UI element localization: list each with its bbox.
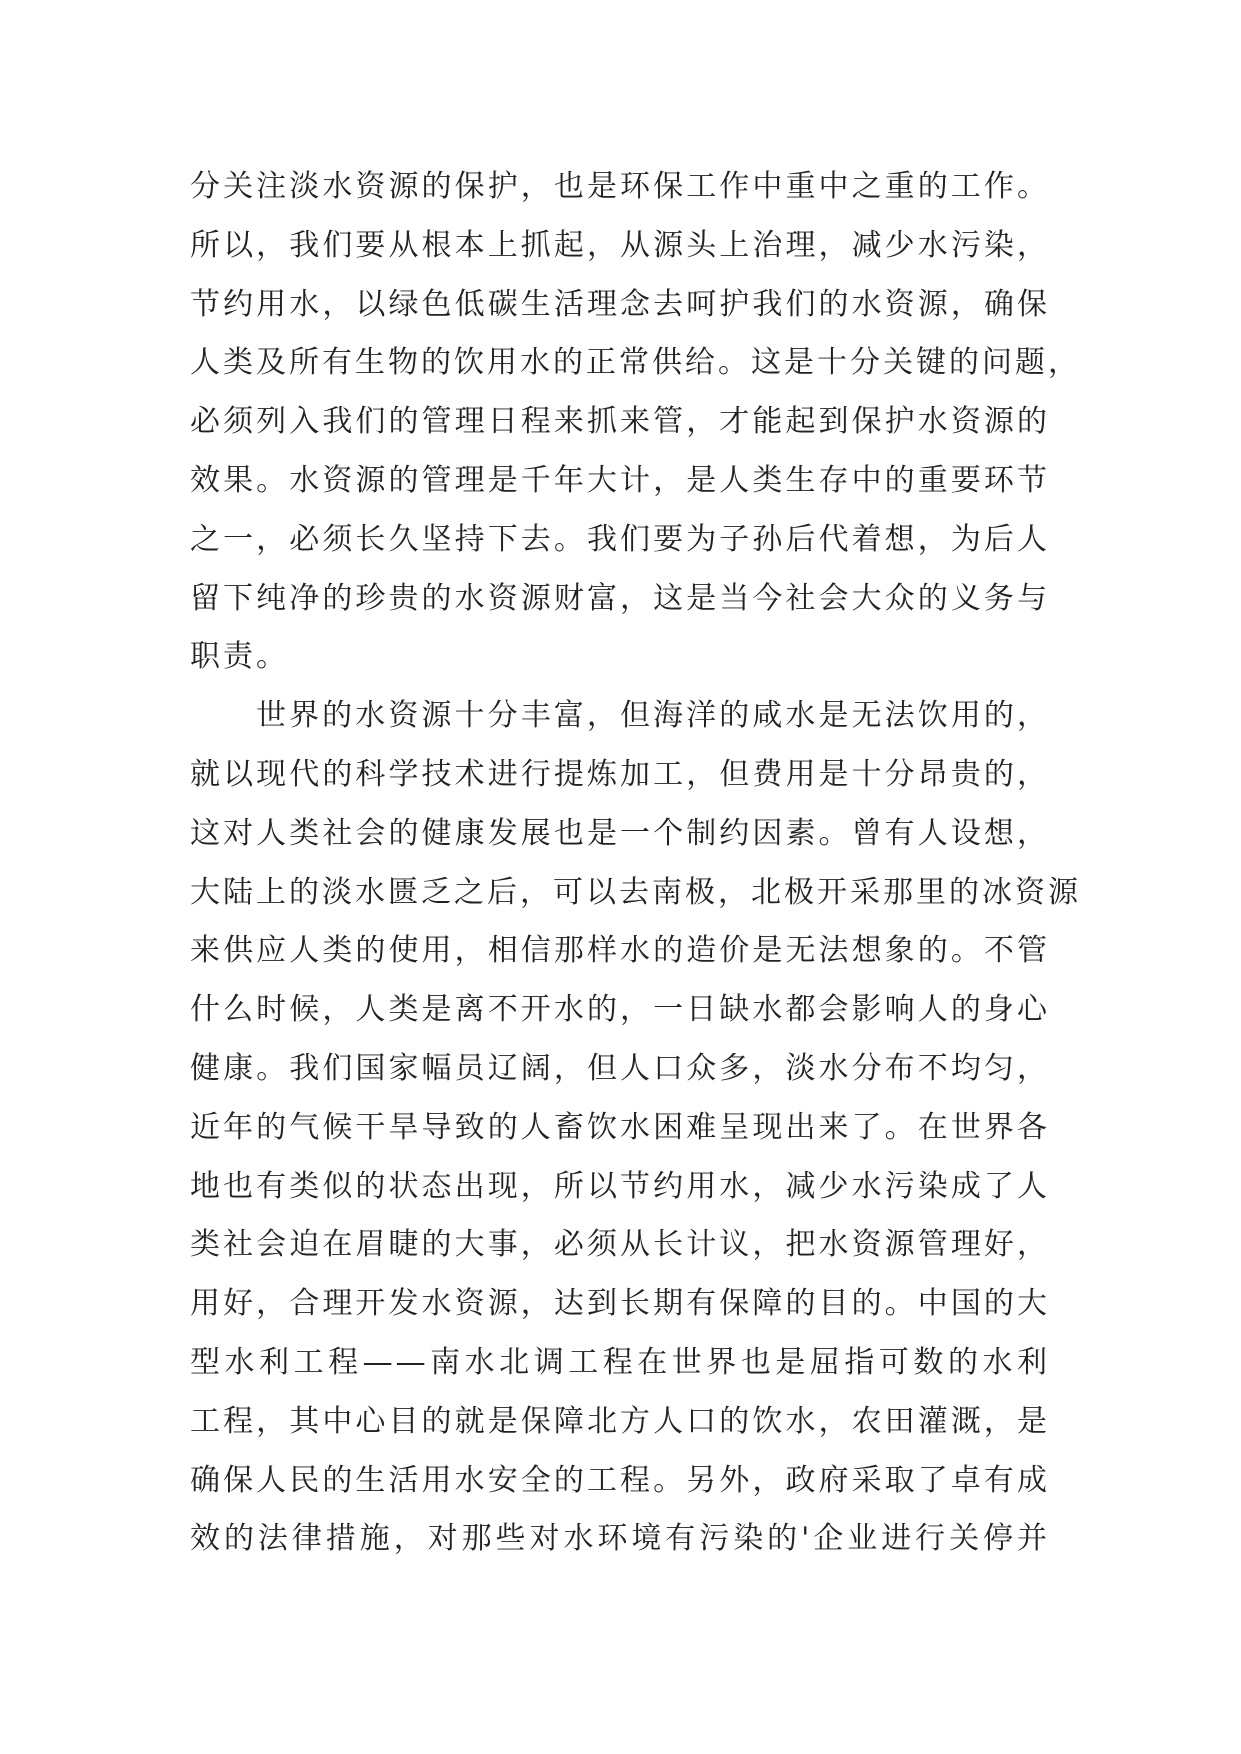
text-line: 这对人类社会的健康发展也是一个制约因素。曾有人设想， bbox=[190, 815, 1050, 851]
text-line: 健康。我们国家幅员辽阔，但人口众多，淡水分布不均匀， bbox=[190, 1050, 1050, 1086]
text-line: 职责。 bbox=[190, 639, 289, 675]
text-line: 来供应人类的使用，相信那样水的造价是无法想象的。不管 bbox=[190, 933, 1050, 969]
text-line: 确保人民的生活用水安全的工程。另外，政府采取了卓有成 bbox=[190, 1462, 1050, 1498]
text-line: 人类及所有生物的饮用水的正常供给。这是十分关键的问题， bbox=[190, 345, 1081, 381]
text-line: 型水利工程——南水北调工程在世界也是屈指可数的水利 bbox=[190, 1344, 1050, 1380]
text-line: 类社会迫在眉睫的大事，必须从长计议，把水资源管理好， bbox=[190, 1227, 1050, 1263]
text-line: 之一，必须长久坚持下去。我们要为子孙后代着想，为后人 bbox=[190, 521, 1050, 557]
document-body bbox=[190, 158, 1081, 1569]
text-line: 留下纯净的珍贵的水资源财富，这是当今社会大众的义务与 bbox=[190, 580, 1050, 616]
text-line: 效的法律措施，对那些对水环境有污染的'企业进行关停并 bbox=[190, 1521, 1050, 1557]
text-line: 世界的水资源十分丰富，但海洋的咸水是无法饮用的， bbox=[256, 698, 1050, 734]
text-line: 所以，我们要从根本上抓起，从源头上治理，减少水污染， bbox=[190, 227, 1050, 263]
text-line: 大陆上的淡水匮乏之后，可以去南极，北极开采那里的冰资源 bbox=[190, 874, 1081, 910]
text-line: 分关注淡水资源的保护，也是环保工作中重中之重的工作。 bbox=[190, 169, 1050, 204]
text-line: 必须列入我们的管理日程来抓来管，才能起到保护水资源的 bbox=[190, 404, 1050, 440]
paragraph-2 bbox=[190, 687, 1081, 1569]
text-line: 什么时候，人类是离不开水的，一日缺水都会影响人的身心 bbox=[190, 992, 1050, 1028]
text-line: 近年的气候干旱导致的人畜饮水困难呈现出来了。在世界各 bbox=[190, 1109, 1050, 1145]
text-line: 就以现代的科学技术进行提炼加工，但费用是十分昂贵的， bbox=[190, 756, 1050, 792]
text-line: 效果。水资源的管理是千年大计，是人类生存中的重要环节 bbox=[190, 462, 1050, 498]
text-line: 地也有类似的状态出现，所以节约用水，减少水污染成了人 bbox=[190, 1168, 1050, 1204]
paragraph-1 bbox=[190, 158, 1081, 687]
text-line: 用好，合理开发水资源，达到长期有保障的目的。中国的大 bbox=[190, 1286, 1050, 1322]
text-line: 工程，其中心目的就是保障北方人口的饮水，农田灌溉，是 bbox=[190, 1403, 1050, 1439]
text-line: 节约用水，以绿色低碳生活理念去呵护我们的水资源，确保 bbox=[190, 286, 1050, 322]
